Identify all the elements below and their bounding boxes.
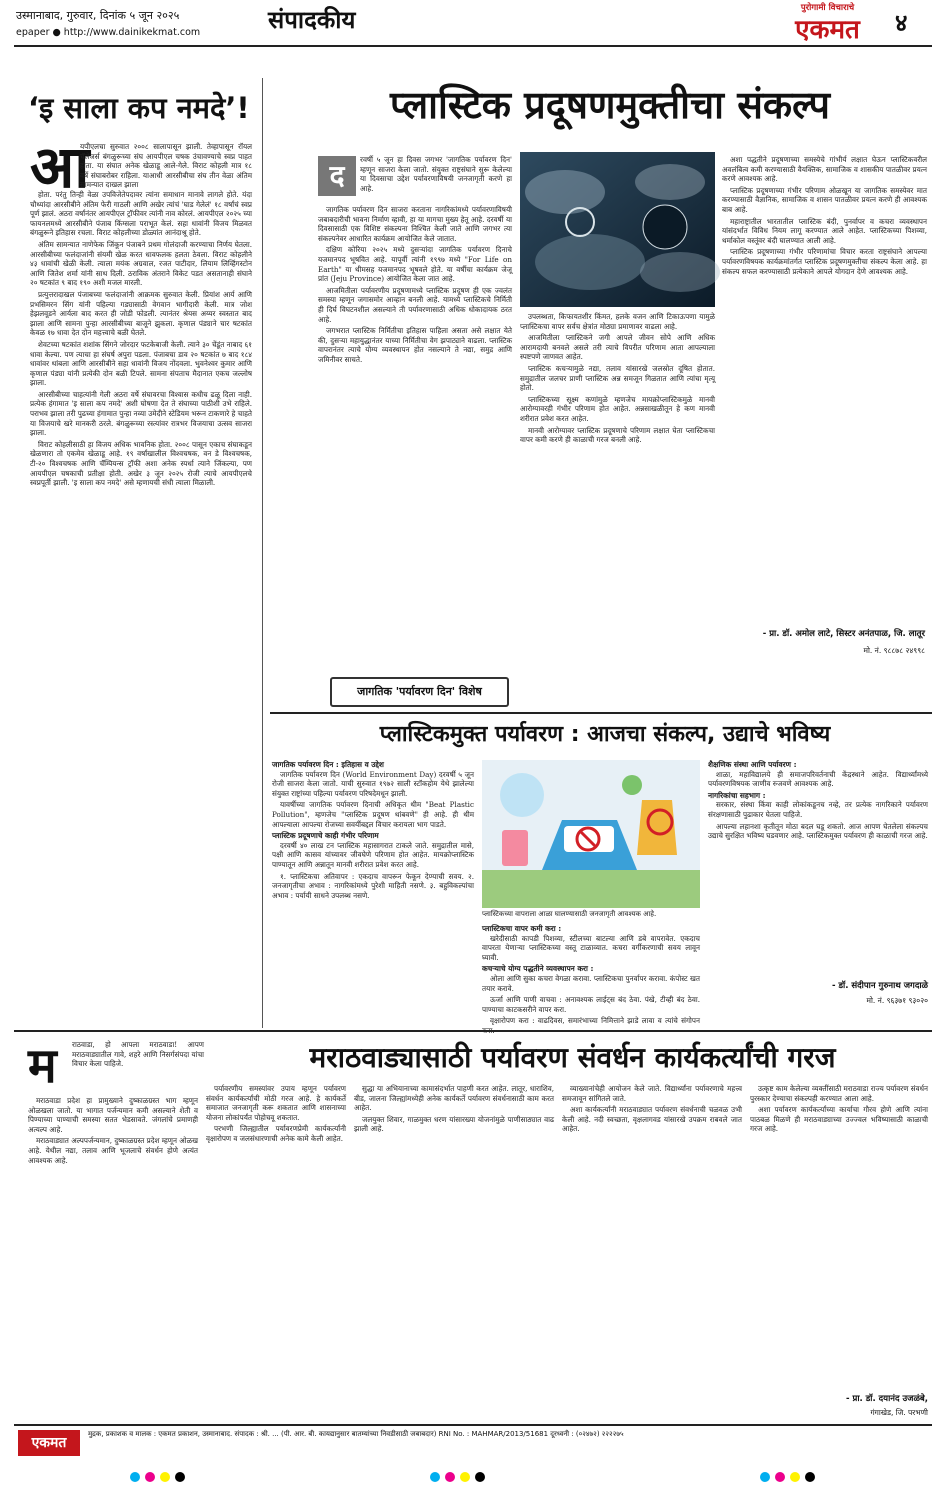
article4-col4 xyxy=(562,1084,742,1410)
beat-plastic-photo xyxy=(520,152,715,307)
article4-lead: राठवाडा, हो आपला मराठवाडा! आपण मराठवाड्यातील गावे, शहरे आणि निसर्गसंपदा यांचा विचार केला पाहिजे. xyxy=(72,1040,204,1069)
article1-paragraph: होता. परंतु तिन्ही वेळा उपविजेतेपदावर त्यांना समाधान मानावे लागले होते. यंदा चौथ्यांदा आरसीबीने अंतिम फेरी गाठली आणि अखेर त्यांचं 'घाड गेलेलं' १८ वर्षांचं स्वप्न पूर्ण झालं. अठरा वर्षांनंतर आयपीएल ट्रॉफीवर त्यांनी नाव कोरलं. आयपीएल २०२५ च्या फायनलमध्ये आरसीबीने पंजाब किंग्सला पराभूत केलं. सहा धावांनी विजय मिळवत बंगळुरूने इतिहास रचला. विराट कोहलीच्या डोळ्यांत आनंदाश्रू होते. xyxy=(30,190,252,238)
article2-paragraph: उपलब्धता, किफायतशीर किंमत, हलके वजन आणि टिकाऊपणा यामुळे प्लास्टिकचा वापर सर्वच क्षेत्रांत मोठ्या प्रमाणावर वाढला आहे. xyxy=(520,312,715,331)
article3-paragraph: सरकार, संस्था किंवा काही लोकांकडूनच नव्हे, तर प्रत्येक नागरिकाने पर्यावरण संरक्षणासाठी पुढाकार घेतला पाहिजे. xyxy=(708,800,928,819)
registration-mark xyxy=(760,1472,770,1482)
ban-plastic-illustration xyxy=(482,760,700,908)
article2-phone: मो. नं. ९८८७८ २४९९८ xyxy=(863,646,925,655)
article4-place: गंगाखेड, जि. परभणी xyxy=(870,1408,928,1417)
article3-paragraph: आपल्या लहानशा कृतीतून मोठा बदल घडू शकतो. आज आपण घेतलेला संकल्पच उद्याचे सुरक्षित भविष्य घडवणार आहे. प्लास्टिकमुक्त पर्यावरण ही काळाची गरज आहे. xyxy=(708,821,928,841)
registration-mark xyxy=(160,1472,170,1482)
article2-paragraph: जागतिक पर्यावरण दिन साजरा करताना नागरिकांमध्ये पर्यावरणाविषयी जबाबदारीची भावना निर्माण व्हावी, हा या मागचा मुख्य हेतू आहे. दरवर्षी या दिवसासाठी एक विशिष्ट संकल्पना निश्चित केली जाते आणि जगभर त्या संकल्पनेवर आधारित कार्यक्रम आयोजित केले जातात. xyxy=(318,205,512,243)
registration-mark xyxy=(445,1472,455,1482)
article2-paragraph: प्लास्टिक कचऱ्यामुळे नद्या, तलाव यांसारखे जलस्रोत दूषित होतात. समुद्रातील जलचर प्राणी प्लास्टिक अन्न समजून गिळतात आणि त्यांचा मृत्यू होतो. xyxy=(520,363,715,393)
article4-paragraph: अशा पर्यावरण कार्यकर्त्यांच्या कार्याचा गौरव होणे आणि त्यांना पाठबळ मिळणे ही मराठवाड्याच्या उज्ज्वल भविष्यासाठी काळाची गरज आहे. xyxy=(750,1105,928,1134)
article4-paragraph: मराठवाडा प्रदेश हा प्रामुख्याने दुष्काळग्रस्त भाग म्हणून ओळखला जातो. या भागात पर्जन्यमान कमी असल्याने शेती व पिण्याच्या पाण्याची समस्या सतत भेडसावते. जंगलांचे प्रमाणही अत्यल्प आहे. xyxy=(28,1096,198,1134)
dateline: उस्मानाबाद, गुरुवार, दिनांक ५ जून २०२५ xyxy=(16,9,180,22)
article3-subheading: नागरिकांचा सहभाग : xyxy=(708,790,766,800)
article1-body xyxy=(30,190,252,1020)
registration-mark xyxy=(145,1472,155,1482)
article4-paragraph: व्याख्यानांचेही आयोजन केले जाते. विद्यार्थ्यांना पर्यावरणाचे महत्त्व समजावून सांगितले जाते. xyxy=(562,1084,742,1103)
article3-subheading: कचऱ्याचे योग्य पद्धतीने व्यवस्थापन करा : xyxy=(482,964,594,974)
article4-dropcap: म xyxy=(28,1038,57,1094)
article2-col1 xyxy=(318,205,512,670)
page-number: ४ xyxy=(895,9,908,37)
article2-paragraph: जगभरात प्लास्टिक निर्मितीचा इतिहास पाहिला असता असे लक्षात येते की, दुसऱ्या महायुद्धानंतर याच्या निर्मितीचा वेग झपाट्याने वाढला. प्लास्टिक वापरानंतर त्याचे योग्य व्यवस्थापन होत नसल्याने ते नद्या, समुद्र आणि जमिनीवर साचते. xyxy=(318,326,512,364)
article2-author: - प्रा. डॉ. अमोल लाटे, सिस्टर अनंतपाळ, जि. लातूर xyxy=(762,629,925,639)
article2-col2 xyxy=(520,312,715,662)
article4-title: मराठवाड्यासाठी पर्यावरण संवर्धन कार्यकर्त्यांची गरज xyxy=(309,1041,836,1074)
article3-subheading: प्लास्टिक प्रदूषणाचे काही गंभीर परिणाम xyxy=(272,831,379,841)
article4-paragraph: अशा कार्यकर्त्यांनी मराठवाड्यात पर्यावरण संवर्धनाची चळवळ उभी केली आहे. नदी स्वच्छता, वृक्षलागवड यांसारखे उपक्रम राबवले जात आहेत. xyxy=(562,1105,742,1134)
article3-title: प्लास्टिकमुक्त पर्यावरण : आजचा संकल्प, उद्याचे भविष्य xyxy=(379,722,831,747)
registration-mark xyxy=(475,1472,485,1482)
ban-plastic-image xyxy=(482,760,700,908)
article4-col1 xyxy=(28,1096,198,1410)
article3-subheading: प्लास्टिकचा वापर कमी करा : xyxy=(482,924,562,933)
article1-paragraph: विराट कोहलीसाठी हा विजय अधिक भावनिक होता. २००८ पासून एकाच संघाकडून खेळणारा तो एकमेव खेळाडू आहे. १९ वर्षांखालील विश्वचषक, वन डे विश्वचषक, टी-२० विश्वचषक आणि चॅम्पियन्स ट्रॉफी अशा अनेक स्पर्धा त्याने जिंकल्या, पण आयपीएल चषकाची प्रतीक्षा होती. अखेर ३ जून २०२५ रोजी त्याचे आयपीएलचे स्वप्नपूर्ती झाली. 'इ साला कप नमदे' असे म्हणायची संधी त्याला मिळाली. xyxy=(30,439,252,488)
article1-title: ‘इ साला कप नमदे’! xyxy=(28,91,250,125)
article1-paragraph: अंतिम सामन्यात नाणेफेक जिंकून पंजाबने प्रथम गोलंदाजी करण्याचा निर्णय घेतला. आरसीबीच्या फलंदाजांनी संयमी खेळ करत धावफलक हलता ठेवला. विराट कोहलीने ४३ धावांची खेळी केली. त्याला मयंक अग्रवाल, रजत पाटीदार, लियाम लिव्हिंगस्टोन आणि जितेश शर्मा यांनी साथ दिली. ठराविक अंतराने विकेट पडत असतानाही संघाने २० षटकांत ९ बाद १९० अशी मजल मारली. xyxy=(30,239,252,288)
section-divider xyxy=(14,1030,932,1032)
paper-logo: एकमत xyxy=(795,15,860,45)
article3-col2 xyxy=(482,924,700,1027)
article1-lead: यपीएलचा सुरुवात २००८ सालापासून झाली. तेव्हापासून रॉयल चॅलेंजर्स बंगळुरूच्या संघ आयपीएल चषक उंचावण्याचे स्वप्न पाहत होता. या संघात अनेक खेळाडू आले-गेले. विराट कोहली मात्र १८ वर्षे संघाबरोबर राहिला. याआधी आरसीबीचा संघ तीन वेळा अंतिम सामन्यात दाखल झाला xyxy=(80,142,252,190)
registration-mark xyxy=(775,1472,785,1482)
footer-rule xyxy=(14,1424,932,1426)
article3-paragraph: १. प्लास्टिकचा अतिवापर : एकदाच वापरून फेकून देण्याची सवय. २. जनजागृतीचा अभाव : नागरिकांमध्ये पुरेशी माहिती नसणे. ३. बहुविकल्पांचा अभाव : पर्यायी साधने उपलब्ध नसणे. xyxy=(272,871,474,900)
article4-paragraph: जलयुक्त शिवार, गाळमुक्त धरण यांसारख्या योजनांमुळे पाणीसाठ्यात वाढ झाली आहे. xyxy=(354,1114,554,1134)
article3-author: - डॉ. संदीपान गुरुनाथ जगदाळे xyxy=(831,981,928,991)
article4-paragraph: सुद्धा या अभियानाच्या कामासंदर्भात पाहणी करत आहेत. लातूर, धाराशिव, बीड, जालना जिल्ह्यांमध्येही अनेक कार्यकर्ते पर्यावरण संवर्धनासाठी काम करत आहेत. xyxy=(354,1084,554,1113)
registration-mark xyxy=(130,1472,140,1482)
registration-mark xyxy=(175,1472,185,1482)
article2-dropcap: द xyxy=(318,156,356,196)
article4-paragraph: उत्कृष्ट काम केलेल्या व्यक्तींसाठी मराठवाडा राज्य पर्यावरण संवर्धन पुरस्कार देण्याचा संकल्पही करण्यात आला आहे. xyxy=(750,1084,928,1103)
article4-author: - प्रा. डॉ. दयानंद उजळंबे, xyxy=(846,1394,928,1404)
article3-paragraph: वृक्षारोपण करा : वाढदिवस, समारंभाच्या निमित्ताने झाडे लावा व त्यांचे संगोपन xyxy=(490,1016,700,1026)
registration-marks xyxy=(0,1468,945,1488)
article3-caption: प्लास्टिकच्या वापराला आळा घालण्यासाठी जनजागृती आवश्यक आहे. xyxy=(482,910,657,918)
article3-phone: मो. नं. ९६३७१ ९३०२० xyxy=(866,996,928,1005)
article3-subheading: जागतिक पर्यावरण दिन : इतिहास व उद्देश xyxy=(272,760,384,769)
article4-col2 xyxy=(206,1084,346,1410)
section-divider xyxy=(270,712,932,714)
plastic-waste-image xyxy=(520,152,715,307)
article3-paragraph: यावर्षीच्या जागतिक पर्यावरण दिनाची अधिकृत थीम "Beat Plastic Pollution", म्हणजेच "प्लास्टिक प्रदूषण थांबवणे" ही आहे. ही थीम आपल्याला आपल्या रोजच्या सवयींबद्दल विचार करायला भाग पाडते. xyxy=(272,800,474,829)
article2-col3 xyxy=(722,155,927,625)
article3-paragraph: जागतिक पर्यावरण दिन (World Environment Day) दरवर्षी ५ जून रोजी साजरा केला जातो. याची सुरुवात १९७२ साली स्टॉकहोम येथे झालेल्या संयुक्त राष्ट्रांच्या पहिल्या पर्यावरण परिषदेमधून झाली. xyxy=(272,769,474,798)
article2-paragraph: आजमितीला पर्यावरणीय प्रदूषणामध्ये प्लास्टिक प्रदूषण ही एक ज्वलंत समस्या म्हणून जगासमोर आव्हान बनली आहे. यामध्ये प्लास्टिकचे निर्मिती ही दिर्घ विघटनशील असल्याने ती पर्यावरणासाठी अधिक धोकादायक ठरत आहे. xyxy=(318,285,512,324)
article4-col3 xyxy=(354,1084,554,1410)
article4-paragraph: परभणी जिल्ह्यातील पर्यावरणप्रेमी कार्यकर्त्यांनी वृक्षारोपण व जलसंधारणाची अनेक कामे केली आहेत. xyxy=(206,1124,346,1143)
article3-col1 xyxy=(272,760,474,1025)
registration-mark xyxy=(430,1472,440,1482)
column-divider xyxy=(262,78,263,1028)
article4-col5 xyxy=(750,1084,928,1384)
article2-paragraph: प्लास्टिक प्रदूषणाच्या गंभीर परिणाम ओळखून या जागतिक समस्येवर मात करण्यासाठी वैज्ञानिक, सामाजिक व शासन पातळीवर प्रयत्न करणे ही आवश्यक बाब आहे. xyxy=(722,185,927,214)
footer-logo: एकमत xyxy=(18,1430,80,1456)
article2-title: प्लास्टिक प्रदूषणमुक्तीचा संकल्प xyxy=(390,83,830,127)
article4-paragraph: पर्यावरणीय समस्यांवर उपाय म्हणून पर्यावरण संवर्धन कार्यकर्त्यांची मोठी गरज आहे. हे कार्यकर्ते समाजात जनजागृती करू शकतात आणि शासनाच्या योजना लोकांपर्यंत पोहोचवू शकतात. xyxy=(206,1084,346,1122)
registration-mark xyxy=(460,1472,470,1482)
article3-paragraph: शाळा, महाविद्यालये ही समाजपरिवर्तनाची केंद्रस्थाने आहेत. विद्यार्थ्यांमध्ये पर्यावरणविषयक जाणीव रुजवणे आवश्यक आहे. xyxy=(708,769,928,789)
article1-dropcap: आ xyxy=(30,133,90,201)
footer-imprint: मुद्रक, प्रकाशक व मालक : एकमत प्रकाशन, उस्मानाबाद. संपादक : श्री. ... (पी. आर. बी. कायद्यानुसार बातम्यांच्या निवडीसाठी जबाबदार) RNI No. : MAHMAR/2013/51681 दूरध्वनी : (०२४७२) २२२२७५ xyxy=(88,1430,624,1438)
registration-mark xyxy=(790,1472,800,1482)
tagline: पुरोगामी विचाराचे xyxy=(800,3,855,13)
article3-paragraph: दरवर्षी ४० लाख टन प्लास्टिक महासागरात टाकले जाते. समुद्रातील मासे, पक्षी आणि कासव यांच्यावर जीवघेणे परिणाम होत आहेत. मायक्रोप्लास्टिक पाण्यातून आणि अन्नातून मानवी शरीरात प्रवेश करत आहे. xyxy=(272,840,474,869)
article3-col3 xyxy=(708,760,928,972)
article2-paragraph: प्लास्टिकच्या सूक्ष्म कणांमुळे म्हणजेच मायक्रोप्लास्टिकमुळे मानवी आरोग्यावरही गंभीर परिणाम होत आहेत. अन्नसाखळीतून हे कण मानवी शरीरात प्रवेश करत आहेत. xyxy=(520,394,715,423)
article1-paragraph: आरसीबीच्या चाहत्यांनी गेली अठरा वर्षे संघावरचा विश्वास कधीच ढळू दिला नाही. प्रत्येक हंगामात 'इ साला कप नमदे' अशी घोषणा देत ते संघाच्या पाठीशी उभे राहिले. पराभव झाला तरी पुढच्या हंगामात पुन्हा नव्या उमेदीने स्टेडियम भरून टाकणारे हे चाहते या विजयाचे खरे मानकरी ठरले. बंगळुरूच्या रस्त्यांवर रात्रभर विजयाचा उत्सव साजरा झाला. xyxy=(30,389,252,438)
article2-paragraph: अशा पद्धतीने प्रदूषणाच्या समस्येचे गांभीर्य लक्षात घेऊन प्लास्टिकवरील अवलंबित्व कमी करण्यासाठी वैयक्तिक, सामाजिक व शासकीय पातळीवर प्रयत्न करणे आवश्यक आहे. xyxy=(722,155,927,184)
article2-paragraph: मानवी आरोग्यावर प्लास्टिक प्रदूषणाचे परिणाम लक्षात घेता प्लास्टिकचा वापर कमी करणे ही काळाची गरज बनली आहे. xyxy=(520,425,715,445)
article1-paragraph: शेवटच्या षटकांत शशांक सिंगने जोरदार फटकेबाजी केली. त्याने ३० चेंडूंत नाबाद ६१ धावा केल्या. पण त्याचा हा संघर्ष अपुरा पडला. पंजाबचा डाव २० षटकांत ७ बाद १८४ धावांवर थांबला आणि आरसीबीने सहा धावांनी विजय नोंदवला. भुवनेश्वर कुमार आणि कृणाल पंड्या यांनी प्रत्येकी दोन बळी टिपले. सामना संपताच मैदानात एकच जल्लोष झाला. xyxy=(30,339,253,388)
article3-subheading: शैक्षणिक संस्था आणि पर्यावरण : xyxy=(708,760,797,769)
article1-paragraph: प्रत्युत्तरादाखल पंजाबच्या फलंदाजांनी आक्रमक सुरुवात केली. प्रियांश आर्य आणि प्रभसिमरन सिंग यांनी पहिल्या गड्यासाठी वेगवान भागीदारी केली. मात्र जोश हेझलवूडने आर्यला बाद करत ही जोडी फोडली. त्यानंतर श्रेयस अय्यर स्वस्तात बाद झाला आणि सामना पुन्हा आरसीबीच्या बाजूने झुकला. कृणाल पंड्याने चार षटकांत केवळ १७ धावा देत दोन महत्त्वाचे बळी घेतले. xyxy=(30,289,252,338)
registration-mark xyxy=(805,1472,815,1482)
article2-paragraph: दक्षिण कोरिया २०२५ मध्ये दुसऱ्यांदा जागतिक पर्यावरण दिनाचे यजमानपद भूषवित आहे. यापूर्वी त्यांनी १९९७ मध्ये "For Life on Earth" या थीमसह यजमानपद भूषवले होते. या वर्षीचा कार्यक्रम जेजू प्रांत (Jeju Province) आयोजित केला जात आहे. xyxy=(318,245,512,284)
article2-paragraph: आजमितीला प्लास्टिकने जगी आपले जीवन सोपे आणि अधिक आरामदायी बनवले असले तरी त्याचे विपरीत परिणाम आता आपल्याला स्पष्टपणे जाणवत आहेत. xyxy=(520,333,715,362)
masthead-rule xyxy=(14,45,932,47)
environment-day-badge: जागतिक 'पर्यावरण दिन' विशेष xyxy=(330,677,509,707)
article4-paragraph: मराठवाड्यात अल्पपर्जन्यमान, दुष्काळग्रस्त प्रदेश म्हणून ओळख आहे. येथील नद्या, तलाव आणि भूजलाचे संवर्धन होणे अत्यंत आवश्यक आहे. xyxy=(28,1136,198,1165)
article3-paragraph: खरेदीसाठी कापडी पिशव्या, स्टीलच्या बाटल्या आणि डबे वापरावेत. एकदाच वापरता येणाऱ्या प्लास्टिकच्या वस्तू टाळाव्यात. कचरा वर्गीकरणाची सवय लावून घ्यावी. xyxy=(482,933,700,962)
article3-paragraph: ओला आणि सुका कचरा वेगळा करावा. प्लास्टिकचा पुनर्वापर करावा. कंपोस्ट खत तयार करावे. xyxy=(482,973,700,993)
article3-paragraph: ऊर्जा आणि पाणी वाचवा : अनावश्यक लाईट्स बंद ठेवा. पंखे, टीव्ही बंद ठेवा. पाण्याचा काटकसरीने वापर करा. xyxy=(482,995,700,1014)
article2-paragraph: प्लास्टिक प्रदूषणाच्या गंभीर परिणामांचा विचार करता राष्ट्रसंघाने आपल्या पर्यावरणविषयक कार्यक्रमांतर्गत प्लास्टिक प्रदूषणमुक्तीचा संकल्प केला आहे. हा संकल्प सफल करण्यासाठी प्रत्येकाने आपले योगदान देणे आवश्यक आहे. xyxy=(722,247,927,276)
epaper-link[interactable]: epaper ● http://www.dainikekmat.com xyxy=(16,27,201,38)
article2-lead: रवर्षी ५ जून हा दिवस जगभर 'जागतिक पर्यावरण दिन' म्हणून साजरा केला जातो. संयुक्त राष्ट्रसंघाने सुरू केलेल्या या दिवसाचा उद्देश पर्यावरणाविषयी जनजागृती करणे हा आहे. xyxy=(360,155,512,193)
masthead xyxy=(0,0,945,44)
section-title: संपादकीय xyxy=(268,6,356,34)
article2-paragraph: महाराष्ट्रातील भारतातील प्लास्टिक बंदी, पुनर्वापर व कचरा व्यवस्थापन यांसंदर्भात विविध नियम लागू करण्यात आले आहेत. प्लास्टिकच्या पिशव्या, थर्माकोल वस्तूंवर बंदी घालण्यात आली आहे. xyxy=(722,216,927,245)
